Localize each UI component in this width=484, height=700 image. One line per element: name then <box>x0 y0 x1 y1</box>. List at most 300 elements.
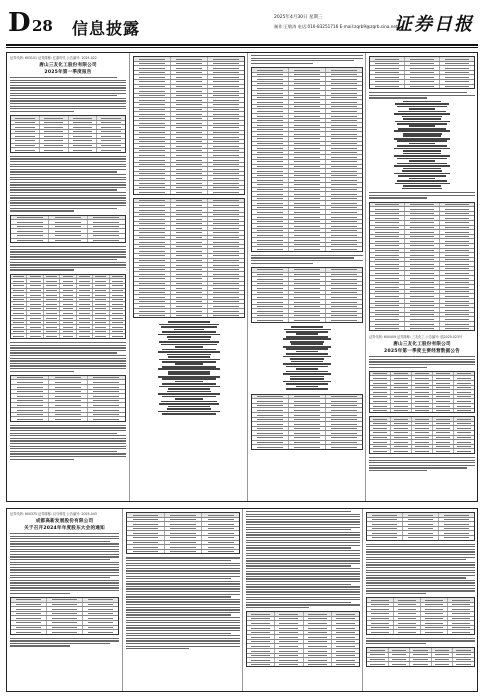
text-line <box>246 584 351 585</box>
table-cell <box>439 518 474 522</box>
table-cell <box>252 436 289 440</box>
table-cell <box>93 321 109 325</box>
text-line <box>126 568 240 569</box>
table-cell <box>412 449 433 453</box>
table-cell <box>44 334 60 338</box>
table-cell <box>208 103 244 107</box>
table-cell <box>252 220 289 224</box>
schedule-line <box>286 383 328 385</box>
table-cell <box>326 431 362 435</box>
table-cell <box>11 385 49 389</box>
text-line <box>126 576 240 577</box>
table-cell <box>421 598 448 602</box>
table-cell <box>77 325 93 329</box>
table-cell <box>440 71 474 75</box>
table-cell <box>171 75 208 79</box>
table-cell <box>370 62 405 66</box>
table-cell <box>370 290 405 294</box>
table-cell <box>252 178 289 182</box>
table-cell <box>405 276 440 280</box>
text-line <box>10 347 126 348</box>
text-line <box>246 532 360 533</box>
table-cell <box>44 284 60 288</box>
table-cell <box>208 254 244 258</box>
table-cell <box>252 151 289 155</box>
table-cell <box>252 197 289 201</box>
table-cell <box>134 268 171 272</box>
table-cell <box>440 239 474 243</box>
table-cell <box>110 307 125 311</box>
table-cell <box>171 236 208 240</box>
table-cell <box>370 244 405 248</box>
table-cell <box>332 654 359 658</box>
schedule-line <box>283 363 330 365</box>
data-table <box>133 198 245 318</box>
table-cell <box>326 137 362 141</box>
table-cell <box>110 279 125 283</box>
table-cell <box>275 649 303 653</box>
table-cell <box>97 121 125 125</box>
table-cell <box>171 144 208 148</box>
table-cell <box>252 82 289 86</box>
table-cell <box>60 307 76 311</box>
text-line <box>10 352 117 353</box>
table-cell <box>83 603 118 607</box>
text-line <box>10 187 126 188</box>
table-cell <box>332 658 359 662</box>
table-cell <box>289 282 326 286</box>
table-cell <box>454 386 474 390</box>
data-table <box>251 267 363 323</box>
table-cell <box>208 245 244 249</box>
text-line <box>126 601 240 602</box>
table-cell <box>134 217 171 221</box>
text-line <box>10 546 119 547</box>
table-cell <box>208 112 244 116</box>
table-cell <box>289 431 326 435</box>
table-cell <box>440 85 474 89</box>
table-cell <box>440 317 474 321</box>
table-cell <box>252 123 289 127</box>
table-cell <box>448 598 474 602</box>
table-cell <box>326 309 362 313</box>
table-cell <box>11 139 40 143</box>
table-cell <box>252 286 289 290</box>
schedule-line <box>286 348 329 350</box>
table-cell <box>252 243 289 247</box>
table-cell <box>110 325 125 329</box>
table-cell <box>433 409 454 413</box>
table-cell <box>289 314 326 318</box>
table-cell <box>367 658 389 662</box>
table-cell <box>454 445 474 449</box>
table-cell <box>40 116 69 120</box>
table-cell <box>134 286 171 290</box>
table-cell <box>208 71 244 75</box>
table-cell <box>171 62 208 66</box>
table-cell <box>405 327 440 331</box>
schedule-line <box>409 108 436 110</box>
table-cell <box>97 148 125 152</box>
announcement-header: 证券代码: 600375 证券简称: 汉马科技 公告编号: 2025-043 <box>10 512 97 516</box>
table-cell <box>134 98 171 102</box>
table-cell <box>448 603 474 607</box>
text-line <box>366 562 475 563</box>
table-cell <box>448 630 474 634</box>
schedule-line <box>175 346 204 348</box>
table-cell <box>405 304 440 308</box>
table-cell <box>202 522 239 526</box>
table-cell <box>134 282 171 286</box>
table-cell <box>134 181 171 185</box>
table-cell <box>171 167 208 171</box>
financial-schedule <box>394 101 450 190</box>
table-cell <box>433 386 454 390</box>
table-cell <box>433 431 454 435</box>
table-cell <box>421 612 448 616</box>
table-cell <box>440 308 474 312</box>
table-cell <box>208 309 244 313</box>
table-cell <box>69 116 98 120</box>
table-cell <box>412 372 433 376</box>
table-cell <box>403 513 439 517</box>
table-cell <box>370 212 405 216</box>
table-cell <box>171 163 208 167</box>
table-cell <box>405 212 440 216</box>
table-cell <box>11 390 49 394</box>
schedule-line <box>296 368 318 370</box>
schedule-line <box>162 366 216 368</box>
table-cell <box>439 513 474 517</box>
text-line <box>369 359 475 360</box>
table-cell <box>440 322 474 326</box>
table-cell <box>405 253 440 257</box>
table-cell <box>208 181 244 185</box>
table-cell <box>134 245 171 249</box>
announcement-title: 唐山三友化工股份有限公司 <box>393 342 451 348</box>
data-table <box>369 202 475 332</box>
text-line <box>126 643 240 644</box>
table-cell <box>454 417 474 421</box>
table-cell <box>252 155 289 159</box>
table-cell <box>326 100 362 104</box>
table-cell <box>370 71 405 75</box>
table-cell <box>208 190 244 194</box>
table-cell <box>208 263 244 267</box>
table-cell <box>275 612 303 616</box>
table-cell <box>289 128 326 132</box>
body-text <box>10 77 126 112</box>
data-table <box>251 394 363 450</box>
table-cell <box>326 408 362 412</box>
text-line <box>10 80 126 81</box>
table-cell <box>275 621 303 625</box>
table-cell <box>44 321 60 325</box>
table-cell <box>171 190 208 194</box>
table-cell <box>11 229 49 233</box>
text-line <box>10 559 110 560</box>
schedule-line <box>175 381 203 383</box>
table-cell <box>433 440 454 444</box>
table-cell <box>252 314 289 318</box>
table-cell <box>370 404 391 408</box>
table-cell <box>370 386 391 390</box>
table-cell <box>11 321 27 325</box>
text-line <box>366 590 475 591</box>
schedule-line <box>394 148 449 150</box>
table-cell <box>367 531 403 535</box>
table-cell <box>49 220 87 224</box>
schedule-line <box>159 324 220 326</box>
table-cell <box>367 621 394 625</box>
table-cell <box>370 322 405 326</box>
table-cell <box>326 229 362 233</box>
table-row <box>247 663 359 667</box>
table-cell <box>77 307 93 311</box>
top-column-3 <box>247 53 366 501</box>
table-cell <box>405 317 440 321</box>
text-line <box>246 563 360 564</box>
table-cell <box>405 313 440 317</box>
table-cell <box>88 234 125 238</box>
table-cell <box>11 376 49 380</box>
schedule-line <box>162 383 217 385</box>
text-line <box>366 559 466 560</box>
table-cell <box>275 626 303 630</box>
table-cell <box>93 330 109 334</box>
text-line <box>366 572 475 573</box>
table-cell <box>60 279 76 283</box>
table-cell <box>171 259 208 263</box>
table-cell <box>326 91 362 95</box>
table-cell <box>304 663 332 667</box>
table-cell <box>134 144 171 148</box>
table-cell <box>134 149 171 153</box>
table-cell <box>403 531 439 535</box>
table-cell <box>440 212 474 216</box>
schedule-line <box>286 331 329 333</box>
table-cell <box>171 254 208 258</box>
table-cell <box>40 148 69 152</box>
table-cell <box>421 621 448 625</box>
table-cell <box>208 314 244 318</box>
table-cell <box>69 139 98 143</box>
table-cell <box>208 163 244 167</box>
table-cell <box>440 203 474 207</box>
text-line <box>10 259 117 260</box>
text-line <box>126 586 240 587</box>
table-cell <box>40 125 69 129</box>
table-cell <box>171 314 208 318</box>
text-line <box>366 544 475 545</box>
table-cell <box>289 305 326 309</box>
schedule-line <box>290 376 323 378</box>
table-cell <box>304 631 332 635</box>
table-cell <box>289 300 326 304</box>
table-cell <box>389 653 411 657</box>
table-cell <box>370 66 405 70</box>
table-cell <box>412 417 433 421</box>
table-cell <box>171 131 208 135</box>
table-cell <box>304 644 332 648</box>
table-cell <box>171 112 208 116</box>
schedule-line <box>158 393 219 395</box>
table-cell <box>11 216 49 220</box>
table-cell <box>326 86 362 90</box>
table-cell <box>44 298 60 302</box>
text-line <box>10 580 119 581</box>
table-cell <box>134 158 171 162</box>
table-cell <box>247 644 275 648</box>
table-cell <box>289 309 326 313</box>
text-line <box>126 635 240 636</box>
table-cell <box>77 334 93 338</box>
table-cell <box>326 300 362 304</box>
table-cell <box>93 325 109 329</box>
schedule-line <box>168 373 211 375</box>
table-cell <box>432 653 454 657</box>
text-line <box>246 555 360 556</box>
schedule-line <box>397 145 446 147</box>
text-line <box>10 98 126 99</box>
table-cell <box>208 282 244 286</box>
text-line <box>10 451 117 452</box>
table-cell <box>432 662 454 666</box>
table-cell <box>171 186 208 190</box>
table-cell <box>370 262 405 266</box>
table-cell <box>40 139 69 143</box>
table-cell <box>134 263 171 267</box>
text-line <box>126 596 231 597</box>
text-line <box>10 77 117 78</box>
text-line <box>10 562 119 563</box>
table-cell <box>208 291 244 295</box>
table-cell <box>165 541 203 545</box>
table-cell <box>412 404 433 408</box>
table-cell <box>370 381 391 385</box>
table-cell <box>389 662 411 666</box>
table-cell <box>60 289 76 293</box>
table-cell <box>208 203 244 207</box>
table-cell <box>11 330 27 334</box>
table-cell <box>252 142 289 146</box>
table-cell <box>326 282 362 286</box>
text-line <box>10 345 126 346</box>
schedule-line <box>395 121 450 123</box>
top-announcement-panel <box>6 52 478 502</box>
table-cell <box>326 123 362 127</box>
table-cell <box>88 220 125 224</box>
table-cell <box>440 294 474 298</box>
table-cell <box>171 226 208 230</box>
table-row <box>367 536 474 540</box>
table-cell <box>60 311 76 315</box>
table-row <box>370 409 474 413</box>
table-cell <box>405 230 440 234</box>
text-line <box>246 586 360 587</box>
table-cell <box>326 233 362 237</box>
table-cell <box>326 314 362 318</box>
table-cell <box>367 522 403 526</box>
schedule-line <box>283 346 330 348</box>
table-cell <box>440 285 474 289</box>
text-line <box>126 620 240 621</box>
schedule-line <box>159 386 220 388</box>
table-cell <box>252 160 289 164</box>
table-cell <box>252 399 289 403</box>
table-cell <box>27 321 43 325</box>
schedule-line <box>403 101 440 103</box>
table-cell <box>49 385 87 389</box>
table-cell <box>93 275 109 279</box>
schedule-line <box>161 344 216 346</box>
text-line <box>10 443 126 444</box>
schedule-line <box>167 391 210 393</box>
table-cell <box>440 62 474 66</box>
table-row <box>11 334 125 338</box>
table-cell <box>370 75 405 79</box>
table-cell <box>326 422 362 426</box>
table-cell <box>27 293 43 297</box>
table-cell <box>252 119 289 123</box>
table-cell <box>326 197 362 201</box>
text-line <box>10 459 74 460</box>
table-cell <box>171 263 208 267</box>
table-cell <box>326 220 362 224</box>
table-cell <box>134 309 171 313</box>
text-line <box>10 543 119 544</box>
schedule-line <box>174 329 203 331</box>
table-cell <box>27 279 43 283</box>
table-cell <box>49 417 87 421</box>
table-cell <box>275 635 303 639</box>
announcement-title: 成都高新发展股份有限公司 <box>35 519 94 524</box>
table-cell <box>11 293 27 297</box>
table-cell <box>27 289 43 293</box>
schedule-line <box>398 128 447 130</box>
table-cell <box>208 167 244 171</box>
table-cell <box>208 144 244 148</box>
schedule-line <box>158 351 219 353</box>
table-cell <box>326 192 362 196</box>
table-cell <box>405 203 440 207</box>
table-cell <box>11 239 49 243</box>
data-table <box>10 215 126 244</box>
table-cell <box>289 123 326 127</box>
table-cell <box>394 621 421 625</box>
table-cell <box>405 62 440 66</box>
table-cell <box>412 386 433 390</box>
text-line <box>10 171 117 172</box>
table-cell <box>326 445 362 449</box>
masthead-rule-thin <box>6 47 478 48</box>
table-cell <box>410 662 432 666</box>
text-line <box>10 184 126 185</box>
table-cell <box>326 178 362 182</box>
text-line <box>10 363 126 364</box>
text-line <box>366 640 475 641</box>
table-cell <box>11 130 40 134</box>
table-cell <box>11 325 27 329</box>
table-cell <box>370 294 405 298</box>
table-cell <box>252 109 289 113</box>
table-cell <box>405 221 440 225</box>
table-cell <box>134 213 171 217</box>
text-line <box>366 575 475 576</box>
table-cell <box>134 121 171 125</box>
table-cell <box>49 394 87 398</box>
table-cell <box>405 85 440 89</box>
